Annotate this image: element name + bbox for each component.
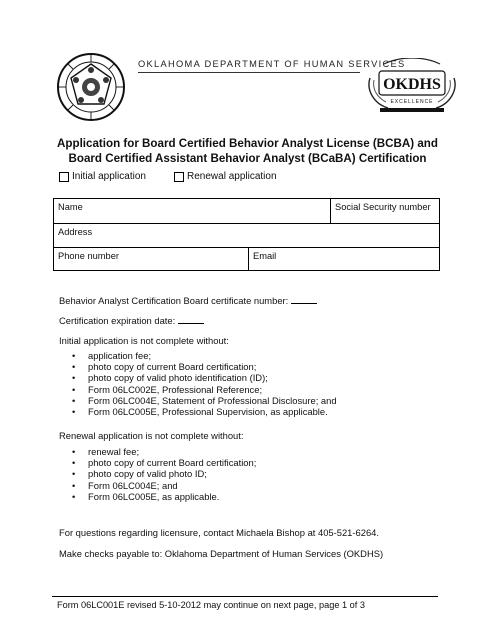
list-item: • photo copy of current Board certification; bbox=[72, 361, 337, 372]
address-label: Address bbox=[58, 227, 93, 237]
initial-requirements-list bbox=[72, 350, 337, 417]
payment-instructions: Make checks payable to: Oklahoma Department of Human Services (OKDHS) bbox=[59, 548, 384, 559]
renewal-requirements-heading: Renewal application is not complete without: bbox=[59, 430, 244, 441]
initial-application-checkbox[interactable] bbox=[59, 172, 69, 182]
phone-label: Phone number bbox=[58, 251, 119, 261]
footer-divider bbox=[52, 596, 438, 597]
list-item: • Form 06LC004E; and bbox=[72, 480, 256, 491]
state-seal-logo bbox=[56, 52, 126, 122]
expiration-date-line bbox=[59, 315, 204, 326]
name-field[interactable] bbox=[54, 199, 331, 224]
certificate-number-line bbox=[59, 295, 317, 306]
ssn-field[interactable] bbox=[331, 199, 440, 224]
form-title bbox=[0, 136, 495, 166]
list-item: • Form 06LC005E, Professional Supervision, as applicable. bbox=[72, 406, 337, 417]
list-item: • Form 06LC005E, as applicable. bbox=[72, 491, 256, 502]
initial-requirements-heading: Initial application is not complete without: bbox=[59, 335, 229, 346]
list-item: • renewal fee; bbox=[72, 446, 256, 457]
title-line-1: Application for Board Certified Behavior Analyst License (BCBA) and bbox=[57, 137, 438, 150]
name-label: Name bbox=[58, 202, 83, 212]
svg-text:OKDHS: OKDHS bbox=[383, 76, 441, 93]
certificate-number-blank[interactable] bbox=[291, 295, 317, 304]
list-item: • photo copy of current Board certification; bbox=[72, 457, 256, 468]
ssn-label: Social Security number bbox=[335, 202, 431, 212]
phone-field[interactable] bbox=[54, 248, 249, 271]
title-line-2: Board Certified Assistant Behavior Analyst (BCaBA) Certification bbox=[68, 152, 427, 165]
address-field[interactable] bbox=[54, 224, 440, 248]
list-item: • photo copy of valid photo ID; bbox=[72, 468, 256, 479]
initial-application-label: Initial application bbox=[72, 171, 146, 182]
renewal-application-option[interactable] bbox=[174, 171, 277, 182]
list-item: • application fee; bbox=[72, 350, 337, 361]
svg-text:EXCELLENCE: EXCELLENCE bbox=[390, 99, 434, 105]
renewal-requirements-list bbox=[72, 446, 256, 502]
okdhs-logo bbox=[366, 58, 458, 114]
renewal-application-label: Renewal application bbox=[187, 171, 277, 182]
certificate-number-label: Behavior Analyst Certification Board certificate number: bbox=[59, 295, 289, 306]
initial-application-option[interactable] bbox=[59, 171, 146, 182]
contact-info: For questions regarding licensure, contact Michaela Bishop at 405-521-6264. bbox=[59, 527, 379, 538]
list-item: • photo copy of valid photo identification (ID); bbox=[72, 372, 337, 383]
agency-underline bbox=[138, 72, 360, 73]
page-footer: Form 06LC001E revised 5-10-2012 may continue on next page, page 1 of 3 bbox=[57, 600, 365, 610]
expiration-date-label: Certification expiration date: bbox=[59, 315, 176, 326]
applicant-info-table bbox=[53, 198, 440, 271]
expiration-date-blank[interactable] bbox=[178, 315, 204, 324]
agency-name: OKLAHOMA DEPARTMENT OF HUMAN SERVICES bbox=[138, 59, 406, 69]
email-field[interactable] bbox=[249, 248, 440, 271]
list-item: • Form 06LC004E, Statement of Professional Disclosure; and bbox=[72, 395, 337, 406]
renewal-application-checkbox[interactable] bbox=[174, 172, 184, 182]
email-label: Email bbox=[253, 251, 277, 261]
list-item: • Form 06LC002E, Professional Reference; bbox=[72, 384, 337, 395]
